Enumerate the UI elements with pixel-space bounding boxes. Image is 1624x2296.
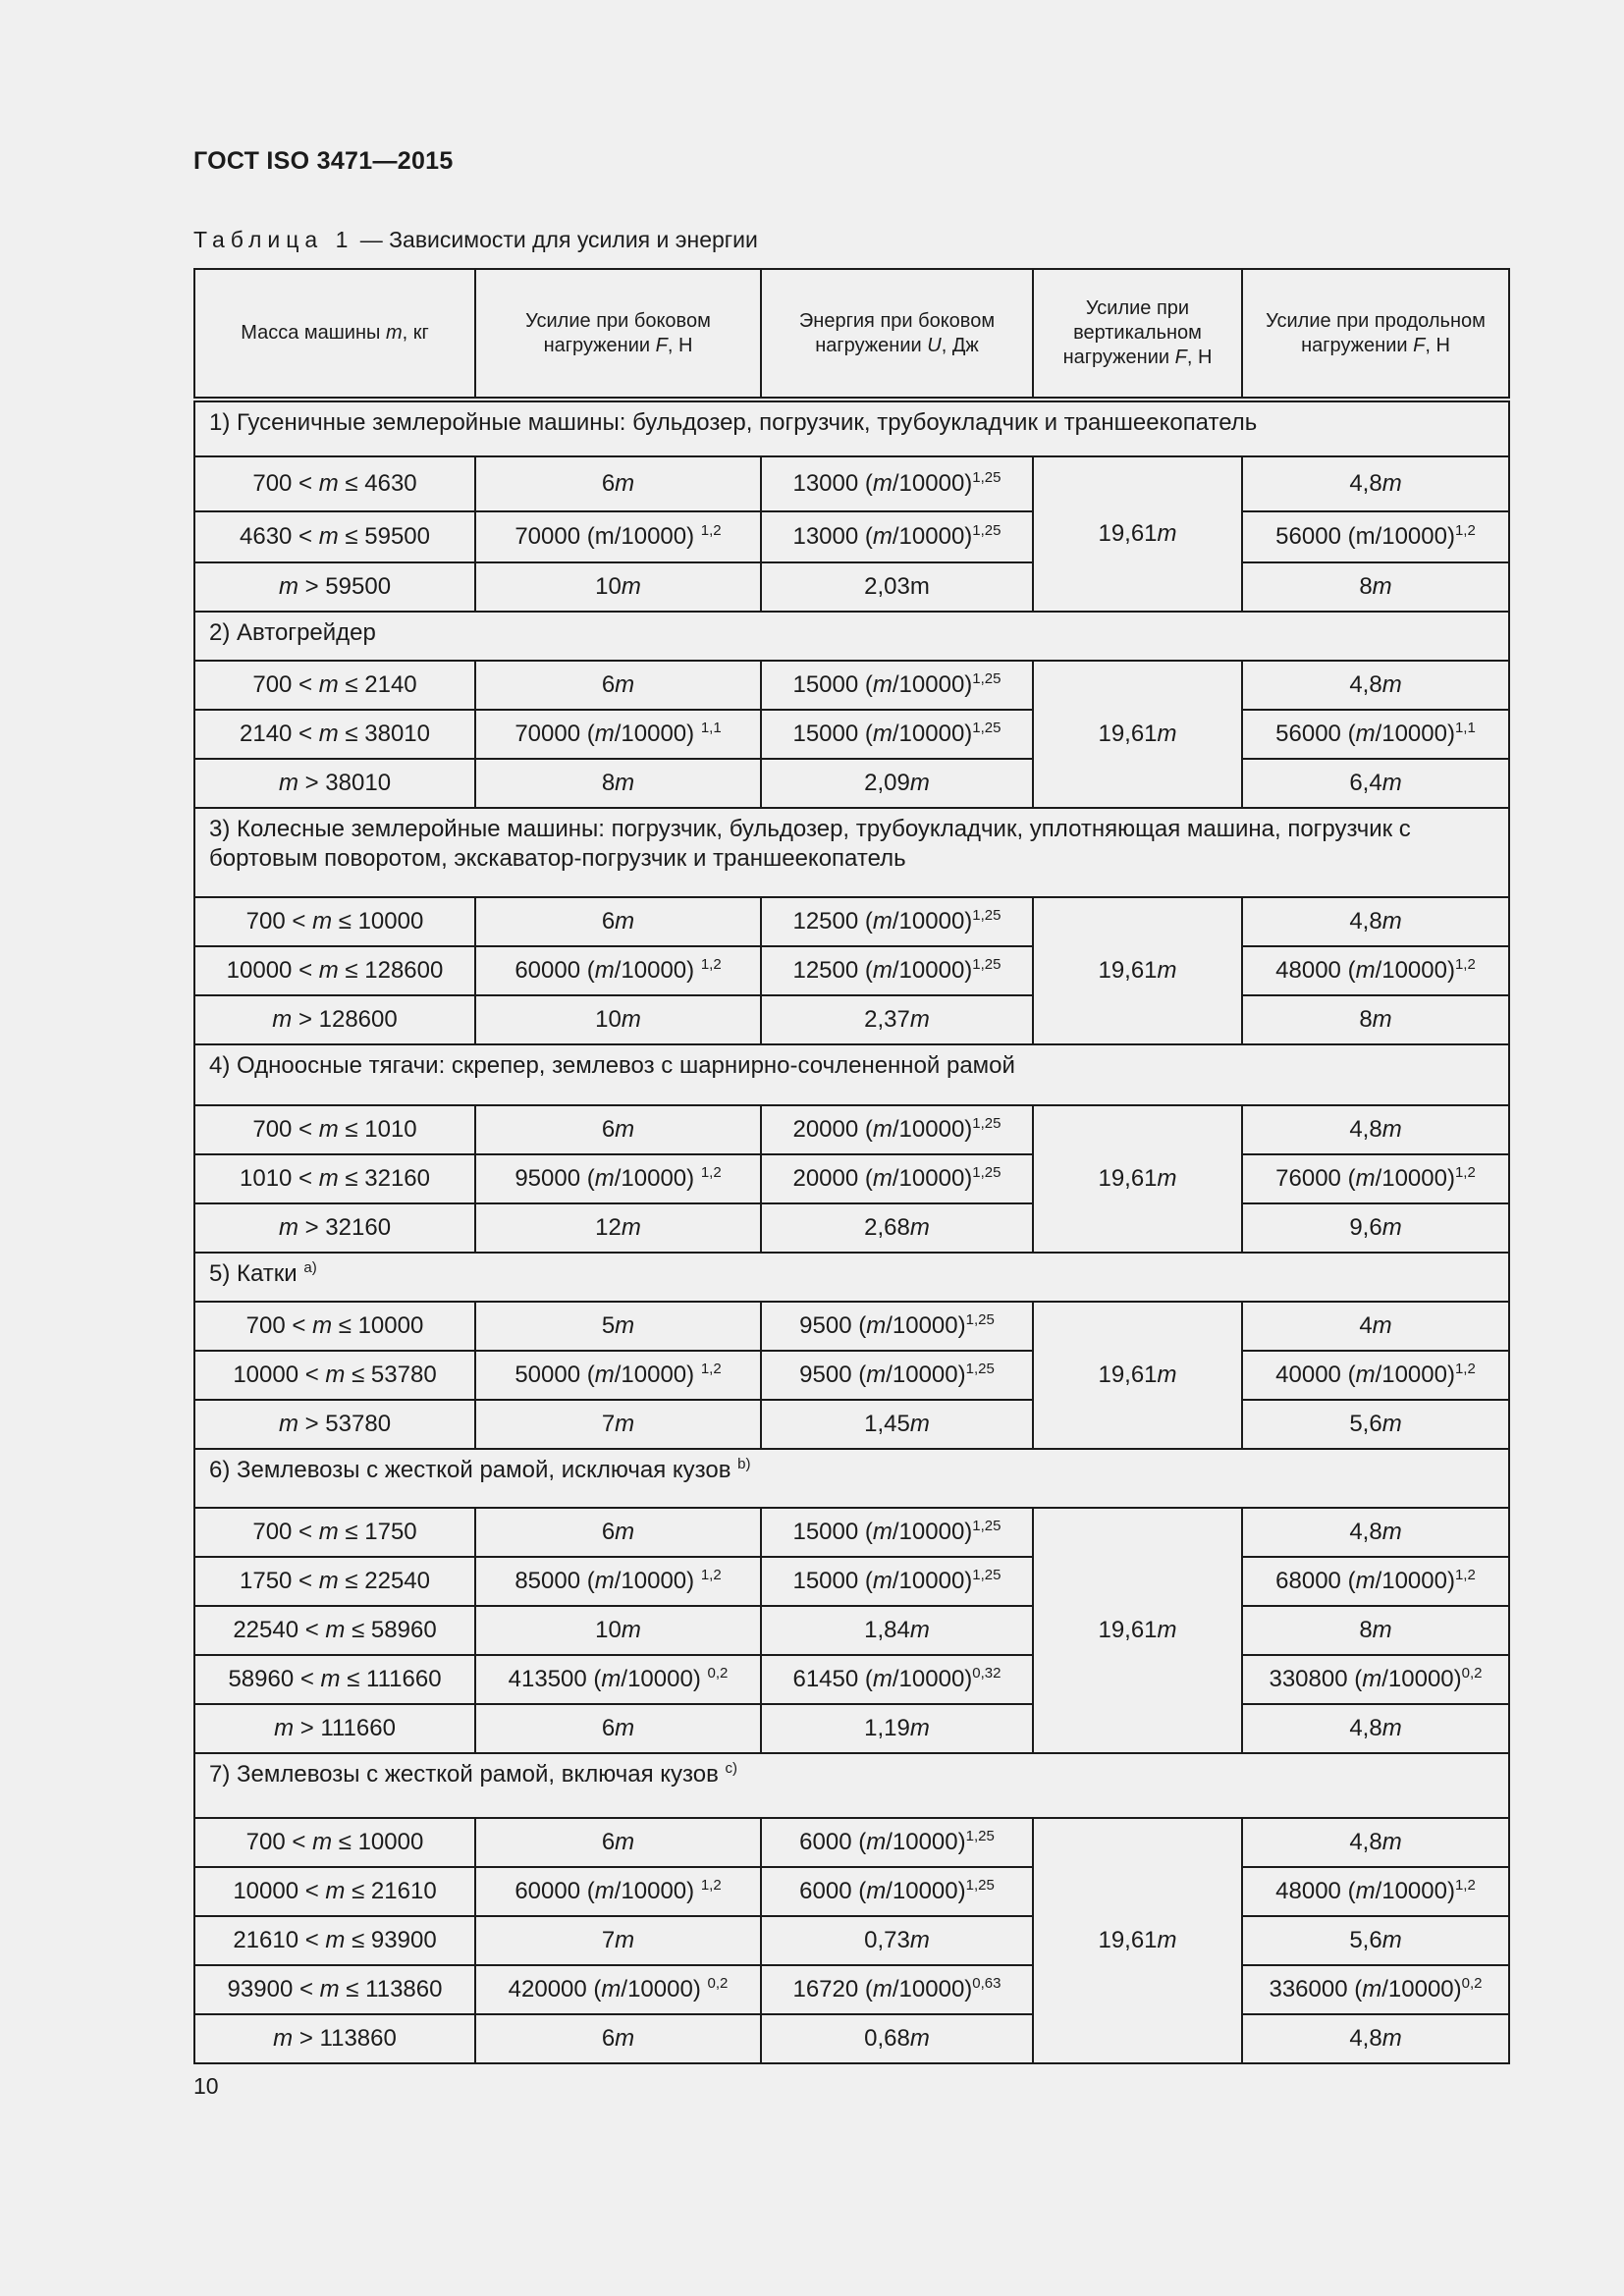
longitudinal-force-cell: 330800 $(m/10000)^{0,2}$: [1242, 1655, 1509, 1704]
lateral-energy-cell: 6000 $(m/10000)^{1,25}$: [761, 1867, 1033, 1916]
lateral-energy-cell: 15000 $(m/10000)^{1,25}$: [761, 1557, 1033, 1606]
table-row: [194, 1557, 1509, 1606]
table-row: [194, 562, 1509, 612]
column-header-3: Энергия при боковом нагружении U, Дж: [761, 269, 1033, 400]
vertical-force-cell: 19,61m: [1033, 1105, 1242, 1253]
mass-cell: 10000 < m ≤ 21610: [194, 1867, 475, 1916]
column-header-2: Усилие при боковом нагружении F, Н: [475, 269, 761, 400]
longitudinal-force-cell: 56000 $(m/10000)^{1,2}$: [1242, 511, 1509, 562]
mass-cell: m > 38010: [194, 759, 475, 808]
mass-cell: 700 < m ≤ 2140: [194, 661, 475, 710]
lateral-energy-cell: 12500 $(m/10000)^{1,25}$: [761, 946, 1033, 995]
longitudinal-force-cell: 56000 $(m/10000)^{1,1}$: [1242, 710, 1509, 759]
table-row: [194, 1105, 1509, 1154]
section-title: 5) Катки $^{a)}$: [194, 1253, 1509, 1302]
lateral-force-cell: 8m: [475, 759, 761, 808]
lateral-force-cell: 10m: [475, 995, 761, 1044]
lateral-energy-cell: 9500 $(m/10000)^{1,25}$: [761, 1351, 1033, 1400]
vertical-force-cell: 19,61m: [1033, 661, 1242, 808]
lateral-energy-cell: 12500 $(m/10000)^{1,25}$: [761, 897, 1033, 946]
mass-cell: 700 < m ≤ 10000: [194, 1302, 475, 1351]
mass-cell: 700 < m ≤ 1750: [194, 1508, 475, 1557]
lateral-force-cell: 420000 (m/10000) $^{0,2}$: [475, 1965, 761, 2014]
section-title: 1) Гусеничные землеройные машины: бульдозер, погрузчик, трубоукладчик и траншеекопатель: [194, 400, 1509, 456]
section-title: 2) Автогрейдер: [194, 612, 1509, 661]
mass-cell: 4630 < m ≤ 59500: [194, 511, 475, 562]
mass-cell: 10000 < m ≤ 53780: [194, 1351, 475, 1400]
lateral-force-cell: 6m: [475, 456, 761, 511]
vertical-force-cell: 19,61m: [1033, 897, 1242, 1044]
table-row: [194, 946, 1509, 995]
lateral-force-cell: 5m: [475, 1302, 761, 1351]
section-title: 7) Землевозы с жесткой рамой, включая кузов $^{c)}$: [194, 1753, 1509, 1818]
lateral-force-cell: 60000 (m/10000) $^{1,2}$: [475, 946, 761, 995]
mass-cell: 93900 < m ≤ 113860: [194, 1965, 475, 2014]
mass-cell: 1010 < m ≤ 32160: [194, 1154, 475, 1203]
lateral-force-cell: 6m: [475, 1105, 761, 1154]
lateral-force-cell: 6m: [475, 1508, 761, 1557]
longitudinal-force-cell: 4,8m: [1242, 2014, 1509, 2063]
longitudinal-force-cell: 8m: [1242, 995, 1509, 1044]
lateral-energy-cell: 15000 $(m/10000)^{1,25}$: [761, 710, 1033, 759]
section-row: [194, 400, 1509, 456]
lateral-force-cell: 50000 (m/10000) $^{1,2}$: [475, 1351, 761, 1400]
longitudinal-force-cell: 4,8m: [1242, 1818, 1509, 1867]
longitudinal-force-cell: 4,8m: [1242, 897, 1509, 946]
mass-cell: 58960 < m ≤ 111660: [194, 1655, 475, 1704]
lateral-energy-cell: 1,84m: [761, 1606, 1033, 1655]
table-row: [194, 1203, 1509, 1253]
lateral-force-cell: 6m: [475, 2014, 761, 2063]
table-row: [194, 897, 1509, 946]
table-caption-label: Таблица 1: [193, 227, 354, 252]
lateral-force-cell: 10m: [475, 1606, 761, 1655]
lateral-energy-cell: 13000 $(m/10000)^{1,25}$: [761, 456, 1033, 511]
mass-cell: m > 128600: [194, 995, 475, 1044]
table-row: [194, 1351, 1509, 1400]
longitudinal-force-cell: 4,8m: [1242, 661, 1509, 710]
section-row: [194, 1449, 1509, 1508]
table-row: [194, 1508, 1509, 1557]
mass-cell: 1750 < m ≤ 22540: [194, 1557, 475, 1606]
lateral-energy-cell: 15000 $(m/10000)^{1,25}$: [761, 1508, 1033, 1557]
longitudinal-force-cell: 8m: [1242, 1606, 1509, 1655]
mass-cell: m > 111660: [194, 1704, 475, 1753]
mass-cell: 700 < m ≤ 10000: [194, 897, 475, 946]
section-title: 4) Одноосные тягачи: скрепер, землевоз с шарнирно-сочлененной рамой: [194, 1044, 1509, 1105]
longitudinal-force-cell: 336000 $(m/10000)^{0,2}$: [1242, 1965, 1509, 2014]
table-row: [194, 1818, 1509, 1867]
lateral-force-cell: 7m: [475, 1916, 761, 1965]
lateral-energy-cell: 9500 $(m/10000)^{1,25}$: [761, 1302, 1033, 1351]
lateral-force-cell: 6m: [475, 1818, 761, 1867]
mass-cell: m > 32160: [194, 1203, 475, 1253]
table-row: [194, 2014, 1509, 2063]
column-header-1: Масса машины m, кг: [194, 269, 475, 400]
lateral-energy-cell: 61450 $(m/10000)^{0,32}$: [761, 1655, 1033, 1704]
table-caption-text: — Зависимости для усилия и энергии: [353, 227, 758, 252]
longitudinal-force-cell: 4,8m: [1242, 1508, 1509, 1557]
lateral-energy-cell: 0,68m: [761, 2014, 1033, 2063]
lateral-energy-cell: 13000 $(m/10000)^{1,25}$: [761, 511, 1033, 562]
mass-cell: 22540 < m ≤ 58960: [194, 1606, 475, 1655]
vertical-force-cell: 19,61m: [1033, 456, 1242, 612]
table-row: [194, 759, 1509, 808]
lateral-energy-cell: 1,19m: [761, 1704, 1033, 1753]
table-row: [194, 1916, 1509, 1965]
lateral-force-cell: 6m: [475, 897, 761, 946]
lateral-energy-cell: 2,03m: [761, 562, 1033, 612]
table-row: [194, 1965, 1509, 2014]
table-row: [194, 1655, 1509, 1704]
mass-cell: 21610 < m ≤ 93900: [194, 1916, 475, 1965]
section-row: [194, 1753, 1509, 1818]
section-row: [194, 1044, 1509, 1105]
lateral-energy-cell: 15000 $(m/10000)^{1,25}$: [761, 661, 1033, 710]
vertical-force-cell: 19,61m: [1033, 1818, 1242, 2063]
mass-cell: m > 59500: [194, 562, 475, 612]
table-row: [194, 456, 1509, 511]
table-caption: [193, 227, 758, 253]
table-row: [194, 661, 1509, 710]
lateral-energy-cell: 2,09m: [761, 759, 1033, 808]
table-row: [194, 1154, 1509, 1203]
longitudinal-force-cell: 5,6m: [1242, 1916, 1509, 1965]
lateral-energy-cell: 20000 $(m/10000)^{1,25}$: [761, 1105, 1033, 1154]
mass-cell: 700 < m ≤ 10000: [194, 1818, 475, 1867]
column-header-5: Усилие при продольном нагружении F, Н: [1242, 269, 1509, 400]
longitudinal-force-cell: 6,4m: [1242, 759, 1509, 808]
section-title: 3) Колесные землеройные машины: погрузчик, бульдозер, трубоукладчик, уплотняющая машина, погрузчик с бортовым поворотом, экскаватор-погрузчик и траншеекопатель: [194, 808, 1509, 897]
lateral-energy-cell: 6000 $(m/10000)^{1,25}$: [761, 1818, 1033, 1867]
column-header-4: Усилие при вертикальном нагружении F, Н: [1033, 269, 1242, 400]
table-row: [194, 1400, 1509, 1449]
lateral-force-cell: 60000 (m/10000) $^{1,2}$: [475, 1867, 761, 1916]
lateral-energy-cell: 0,73m: [761, 1916, 1033, 1965]
table-body: [194, 400, 1509, 2063]
lateral-force-cell: 70000 (m/10000) $^{1,2}$: [475, 511, 761, 562]
table-row: [194, 710, 1509, 759]
longitudinal-force-cell: 5,6m: [1242, 1400, 1509, 1449]
lateral-energy-cell: 1,45m: [761, 1400, 1033, 1449]
mass-cell: 2140 < m ≤ 38010: [194, 710, 475, 759]
longitudinal-force-cell: 4,8m: [1242, 1704, 1509, 1753]
section-row: [194, 612, 1509, 661]
vertical-force-cell: 19,61m: [1033, 1302, 1242, 1449]
table-row: [194, 1606, 1509, 1655]
mass-cell: m > 53780: [194, 1400, 475, 1449]
lateral-force-cell: 85000 (m/10000) $^{1,2}$: [475, 1557, 761, 1606]
lateral-energy-cell: 2,68m: [761, 1203, 1033, 1253]
longitudinal-force-cell: 48000 $(m/10000)^{1,2}$: [1242, 946, 1509, 995]
section-row: [194, 808, 1509, 897]
lateral-force-cell: 7m: [475, 1400, 761, 1449]
lateral-energy-cell: 20000 $(m/10000)^{1,25}$: [761, 1154, 1033, 1203]
table-row: [194, 1302, 1509, 1351]
mass-cell: m > 113860: [194, 2014, 475, 2063]
lateral-force-cell: 6m: [475, 661, 761, 710]
lateral-force-cell: 6m: [475, 1704, 761, 1753]
vertical-force-cell: 19,61m: [1033, 1508, 1242, 1753]
mass-cell: 10000 < m ≤ 128600: [194, 946, 475, 995]
longitudinal-force-cell: 4,8m: [1242, 1105, 1509, 1154]
force-energy-table: [193, 268, 1510, 2064]
mass-cell: 700 < m ≤ 4630: [194, 456, 475, 511]
lateral-force-cell: 70000 (m/10000) $^{1,1}$: [475, 710, 761, 759]
lateral-force-cell: 12m: [475, 1203, 761, 1253]
longitudinal-force-cell: 48000 $(m/10000)^{1,2}$: [1242, 1867, 1509, 1916]
lateral-force-cell: 95000 (m/10000) $^{1,2}$: [475, 1154, 761, 1203]
longitudinal-force-cell: 9,6m: [1242, 1203, 1509, 1253]
page-number: 10: [193, 2073, 219, 2099]
lateral-force-cell: 10m: [475, 562, 761, 612]
longitudinal-force-cell: 76000 $(m/10000)^{1,2}$: [1242, 1154, 1509, 1203]
mass-cell: 700 < m ≤ 1010: [194, 1105, 475, 1154]
table-row: [194, 511, 1509, 562]
longitudinal-force-cell: 40000 $(m/10000)^{1,2}$: [1242, 1351, 1509, 1400]
lateral-force-cell: 413500 (m/10000) $^{0,2}$: [475, 1655, 761, 1704]
lateral-energy-cell: 16720 $(m/10000)^{0,63}$: [761, 1965, 1033, 2014]
table-row: [194, 995, 1509, 1044]
longitudinal-force-cell: 68000 $(m/10000)^{1,2}$: [1242, 1557, 1509, 1606]
longitudinal-force-cell: 4m: [1242, 1302, 1509, 1351]
table-row: [194, 1867, 1509, 1916]
lateral-energy-cell: 2,37m: [761, 995, 1033, 1044]
section-title: 6) Землевозы с жесткой рамой, исключая кузов $^{b)}$: [194, 1449, 1509, 1508]
document-header: ГОСТ ISO 3471—2015: [193, 147, 454, 175]
table-header-row: [194, 269, 1509, 400]
section-row: [194, 1253, 1509, 1302]
table-row: [194, 1704, 1509, 1753]
longitudinal-force-cell: 8m: [1242, 562, 1509, 612]
longitudinal-force-cell: 4,8m: [1242, 456, 1509, 511]
